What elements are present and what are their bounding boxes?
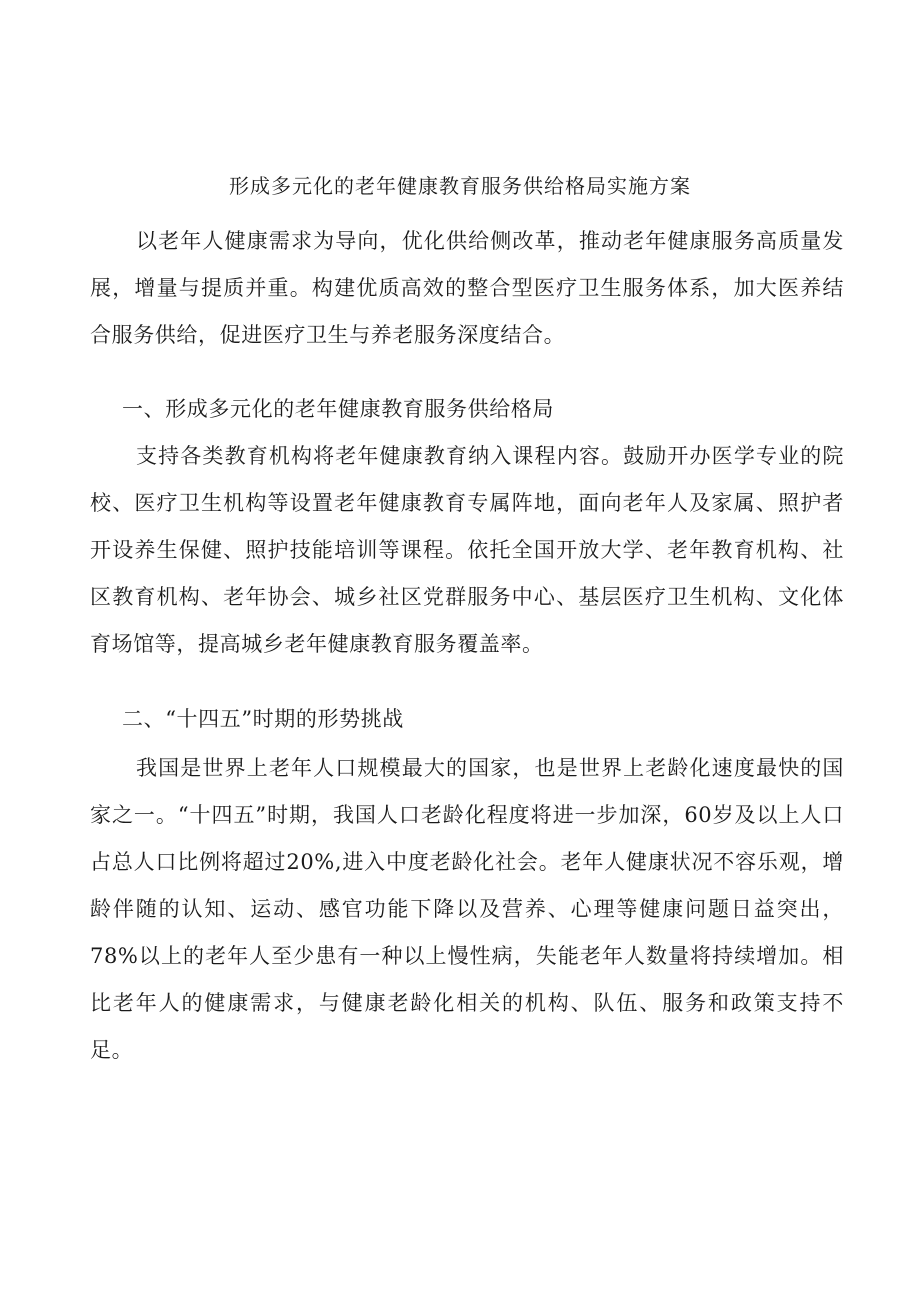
section-one-heading: 一、形成多元化的老年健康教育服务供给格局 xyxy=(122,397,554,421)
section-two-paragraph: 我国是世界上老年人口规模最大的国家，也是世界上老龄化速度最快的国家之一。“十四五”时期，我国人口老龄化程度将进一步加深，60岁及以上人口占总人口比例将超过20%,进入中度老龄化社会。老年人健康状况不容乐观，增龄伴随的认知、运动、感官功能下降以及营养、心理等健康问题日益突出，78%以上的老年人至少患有一种以上慢性病，失能老年人数量将持续增加。相比老年人的健康需求，与健康老龄化相关的机构、队伍、服务和政策支持不足。 xyxy=(90,756,844,1062)
section-one-paragraph: 支持各类教育机构将老年健康教育纳入课程内容。鼓励开办医学专业的院校、医疗卫生机构等设置老年健康教育专属阵地，面向老年人及家属、照护者开设养生保健、照护技能培训等课程。依托全国开放大学、老年教育机构、社区教育机构、老年协会、城乡社区党群服务中心、基层医疗卫生机构、文化体育场馆等，提高城乡老年健康教育服务覆盖率。 xyxy=(90,444,844,656)
section-two-heading: 二、“十四五”时期的形势挑战 xyxy=(122,707,404,731)
document-title: 形成多元化的老年健康教育服务供给格局实施方案 xyxy=(229,174,691,198)
intro-paragraph: 以老年人健康需求为导向，优化供给侧改革，推动老年健康服务高质量发展，增量与提质并重。构建优质高效的整合型医疗卫生服务体系，加大医养结合服务供给，促进医疗卫生与养老服务深度结合。 xyxy=(90,229,844,347)
